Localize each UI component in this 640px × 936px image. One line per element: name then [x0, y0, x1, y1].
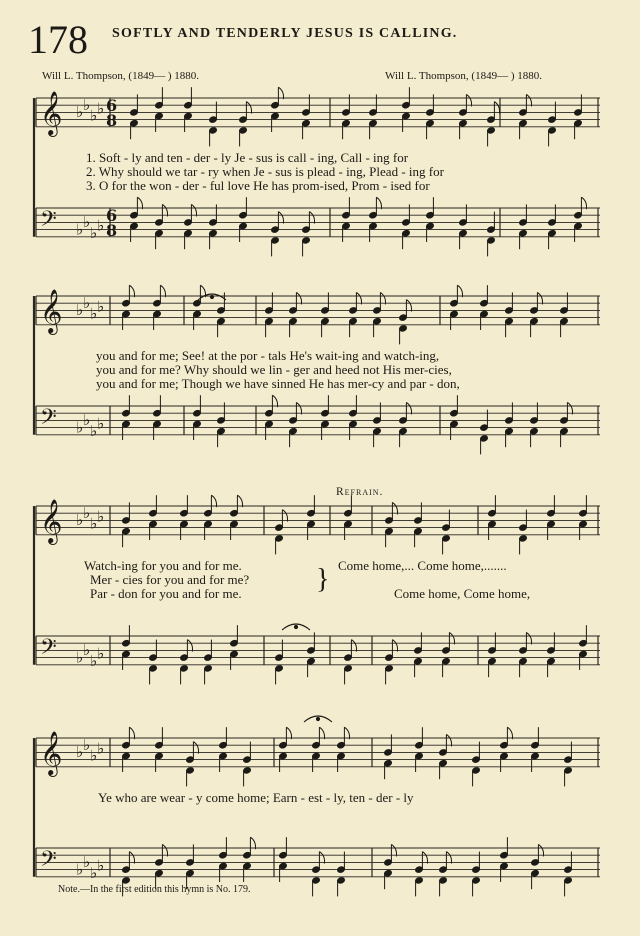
- music-credit: Will L. Thompson, (1849— ) 1880.: [385, 70, 543, 82]
- note-flag: [278, 87, 283, 99]
- flat-sign-icon: ♭: [90, 304, 98, 323]
- flat-sign-icon: ♭: [97, 739, 105, 758]
- note-flag: [191, 204, 196, 216]
- time-signature-top: 6: [106, 206, 118, 225]
- flat-sign-icon: ♭: [90, 421, 98, 440]
- note-flag: [296, 292, 301, 304]
- verse-3-line-3: Par - don for you and for me.: [90, 586, 242, 601]
- treble-clef-icon: 𝄞: [40, 499, 63, 543]
- note-flag: [446, 734, 451, 746]
- flat-sign-icon: ♭: [76, 103, 84, 122]
- bass-clef-icon: 𝄢: [40, 635, 57, 665]
- note-flag: [351, 640, 356, 652]
- flat-sign-icon: ♭: [76, 418, 84, 437]
- flat-sign-icon: ♭: [83, 641, 91, 660]
- verse-1-line-2: you and for me; See! at the por - tals He's wait-ing and watch-ing,: [96, 348, 440, 363]
- flat-sign-icon: ♭: [76, 511, 84, 530]
- flat-sign-icon: ♭: [90, 746, 98, 765]
- verse-1-line-1: 1. Soft - ly and ten - der - ly Je - sus is call - ing, Call - ing for: [86, 150, 409, 165]
- note-flag: [278, 212, 283, 224]
- time-signature-bottom: 8: [106, 111, 118, 130]
- flat-sign-icon: ♭: [83, 853, 91, 872]
- treble-clef-icon: 𝄞: [40, 289, 63, 333]
- words-credit: Will L. Thompson, (1849— ) 1880.: [42, 70, 200, 82]
- bass-clef-icon: 𝄢: [40, 405, 57, 435]
- verse-2-line-2: you and for me? Why should we lin - ger and heed not His mer-cies,: [96, 362, 452, 377]
- note-flag: [211, 495, 216, 507]
- flat-sign-icon: ♭: [76, 860, 84, 879]
- flat-sign-icon: ♭: [83, 95, 91, 114]
- note-flag: [187, 640, 192, 652]
- refrain-line-2: Ye who are wear - y come home; Earn - est - ly, ten - der - ly: [98, 790, 414, 805]
- hymn-title: SOFTLY AND TENDERLY JESUS IS CALLING.: [112, 26, 458, 41]
- note-flag: [392, 640, 397, 652]
- note-flag: [286, 727, 291, 739]
- note-flag: [129, 285, 134, 297]
- note-flag: [526, 632, 531, 644]
- fermata-dot: [294, 625, 297, 628]
- time-signature-top: 6: [106, 96, 118, 115]
- flat-sign-icon: ♭: [97, 99, 105, 118]
- flat-sign-icon: ♭: [90, 651, 98, 670]
- flat-sign-icon: ♭: [76, 648, 84, 667]
- note-flag: [250, 837, 255, 849]
- flat-sign-icon: ♭: [76, 743, 84, 762]
- flat-sign-icon: ♭: [90, 514, 98, 533]
- time-signature-bottom: 8: [106, 221, 118, 240]
- flat-sign-icon: ♭: [90, 106, 98, 125]
- verse-1-line-3: Watch-ing for you and for me.: [84, 558, 242, 573]
- note-flag: [129, 852, 134, 864]
- note-flag: [309, 212, 314, 224]
- note-flag: [246, 102, 251, 114]
- flat-sign-icon: ♭: [90, 863, 98, 882]
- note-flag: [392, 502, 397, 514]
- flat-sign-icon: ♭: [97, 216, 105, 235]
- note-flag: [380, 292, 385, 304]
- note-flag: [526, 94, 531, 106]
- note-flag: [160, 285, 165, 297]
- fermata-dot: [316, 717, 319, 720]
- verse-3-line-1: 3. O for the won - der - ful love He has prom-ised, Prom - ised for: [86, 178, 430, 193]
- verse-3-line-2: you and for me; Though we have sinned He has mer-cy and par - don,: [96, 376, 460, 391]
- verse-2-line-1: 2. Why should we tar - ry when Je - sus is plead - ing, Plead - ing for: [86, 164, 444, 179]
- treble-clef-icon: 𝄞: [40, 91, 63, 135]
- refrain-lower-lyric: Come home, Come home,: [394, 586, 531, 601]
- note-flag: [567, 402, 572, 414]
- note-flag: [406, 402, 411, 414]
- hymn-number: 178: [28, 17, 88, 62]
- flat-sign-icon: ♭: [83, 293, 91, 312]
- note-flag: [538, 844, 543, 856]
- note-flag: [137, 197, 142, 209]
- note-flag: [449, 632, 454, 644]
- note-flag: [296, 402, 301, 414]
- note-flag: [193, 742, 198, 754]
- fermata-dot: [210, 295, 213, 298]
- footnote: Note.—In the first edition this hymn is No. 179.: [58, 884, 251, 895]
- flat-sign-icon: ♭: [83, 411, 91, 430]
- refrain-label: Refrain.: [336, 486, 384, 498]
- note-flag: [319, 727, 324, 739]
- note-flag: [356, 292, 361, 304]
- note-flag: [237, 495, 242, 507]
- note-flag: [457, 285, 462, 297]
- flat-sign-icon: ♭: [83, 213, 91, 232]
- treble-clef-icon: 𝄞: [40, 731, 63, 775]
- note-flag: [466, 94, 471, 106]
- note-flag: [282, 510, 287, 522]
- note-flag: [422, 852, 427, 864]
- note-flag: [344, 727, 349, 739]
- bass-clef-icon: 𝄢: [40, 847, 57, 877]
- note-flag: [537, 292, 542, 304]
- note-flag: [581, 197, 586, 209]
- refrain-upper-lyric: Come home,... Come home,.......: [338, 558, 507, 573]
- note-flag: [319, 852, 324, 864]
- note-flag: [162, 204, 167, 216]
- note-flag: [272, 395, 277, 407]
- note-flag: [494, 102, 499, 114]
- note-flag: [446, 852, 451, 864]
- bass-clef-icon: 𝄢: [40, 207, 57, 237]
- note-flag: [406, 300, 411, 312]
- note-flag: [376, 197, 381, 209]
- flat-sign-icon: ♭: [97, 644, 105, 663]
- note-flag: [391, 844, 396, 856]
- note-flag: [129, 727, 134, 739]
- verse-2-line-3: Mer - cies for you and for me?: [90, 572, 250, 587]
- flat-sign-icon: ♭: [76, 301, 84, 320]
- flat-sign-icon: ♭: [76, 220, 84, 239]
- verse-brace: }: [316, 564, 330, 595]
- flat-sign-icon: ♭: [90, 223, 98, 242]
- flat-sign-icon: ♭: [83, 735, 91, 754]
- flat-sign-icon: ♭: [97, 856, 105, 875]
- flat-sign-icon: ♭: [97, 507, 105, 526]
- note-flag: [507, 727, 512, 739]
- flat-sign-icon: ♭: [97, 414, 105, 433]
- flat-sign-icon: ♭: [83, 503, 91, 522]
- flat-sign-icon: ♭: [97, 297, 105, 316]
- note-flag: [162, 844, 167, 856]
